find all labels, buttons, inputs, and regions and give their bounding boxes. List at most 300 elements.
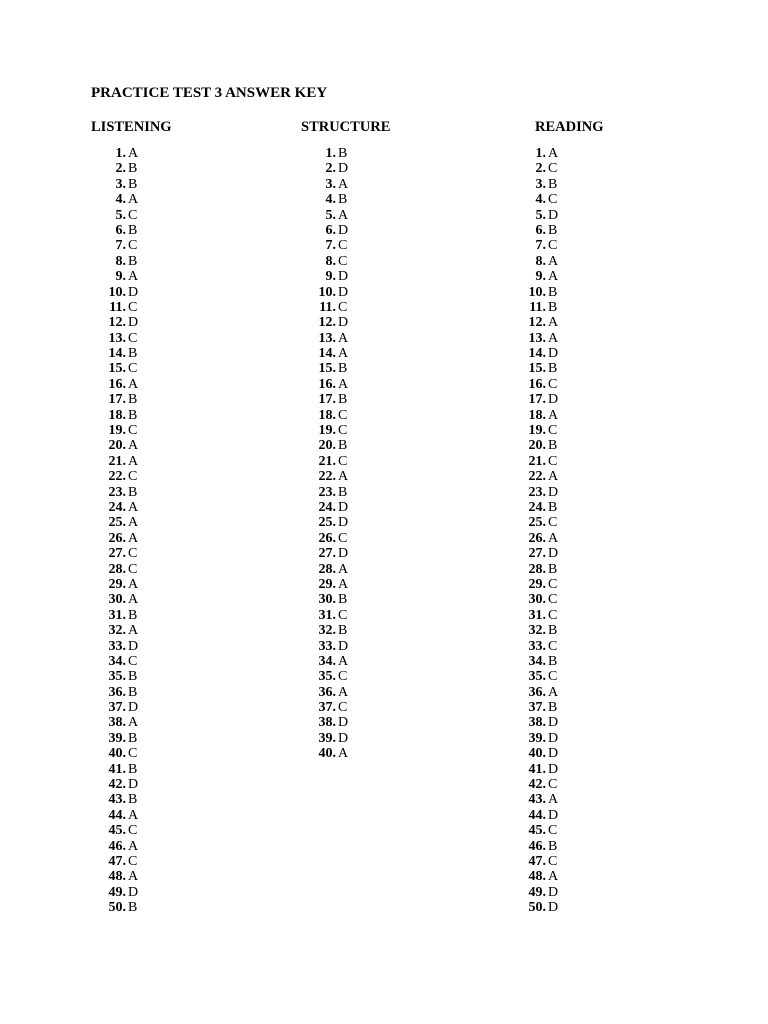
answer-letter: C <box>548 376 558 392</box>
question-number: 23. <box>108 484 126 500</box>
answer-letter: D <box>338 269 349 285</box>
answer-letter: A <box>128 715 139 731</box>
answer-letter: D <box>338 315 349 331</box>
answer-row <box>524 530 559 546</box>
question-number: 21. <box>108 453 126 469</box>
answer-letter: A <box>128 453 139 469</box>
answer-row <box>314 638 349 654</box>
question-number: 7. <box>535 238 546 254</box>
answer-letter: B <box>548 361 558 377</box>
answer-row <box>104 715 139 731</box>
answer-letter: A <box>128 592 139 608</box>
question-number: 33. <box>528 638 546 654</box>
answer-letter: A <box>548 792 559 808</box>
answer-row <box>524 284 558 300</box>
answer-row <box>104 423 138 439</box>
answer-row <box>104 807 139 823</box>
answer-letter: C <box>338 407 348 423</box>
answer-row <box>524 346 559 362</box>
answer-row <box>104 576 139 592</box>
question-number: 36. <box>108 684 126 700</box>
question-number: 50. <box>528 900 546 916</box>
answer-letter: A <box>128 623 139 639</box>
answer-letter: B <box>548 700 558 716</box>
answer-letter: A <box>548 684 559 700</box>
answer-row <box>104 869 139 885</box>
answer-row <box>314 330 349 346</box>
answer-row <box>314 669 348 685</box>
answer-row <box>104 392 138 408</box>
answer-list-reading <box>524 146 559 916</box>
question-number: 37. <box>318 700 336 716</box>
answer-row <box>524 253 559 269</box>
question-number: 12. <box>318 315 336 331</box>
answer-row <box>524 361 558 377</box>
answer-row <box>314 746 349 762</box>
answer-row <box>314 346 349 362</box>
answer-row <box>104 761 138 777</box>
answer-row <box>524 823 558 839</box>
question-number: 40. <box>108 746 126 762</box>
answer-row <box>524 376 558 392</box>
answer-row <box>524 546 559 562</box>
question-number: 23. <box>528 484 546 500</box>
question-number: 37. <box>528 700 546 716</box>
question-number: 7. <box>325 238 336 254</box>
answer-letter: C <box>128 299 138 315</box>
question-number: 2. <box>115 161 126 177</box>
answer-row <box>314 161 349 177</box>
answer-row <box>314 361 348 377</box>
section-heading-structure-wrap <box>301 117 390 137</box>
answer-letter: B <box>128 730 138 746</box>
question-number: 3. <box>115 176 126 192</box>
question-number: 47. <box>108 853 126 869</box>
answer-row <box>104 284 139 300</box>
question-number: 26. <box>108 530 126 546</box>
answer-letter: D <box>128 777 139 793</box>
answer-letter: D <box>548 715 559 731</box>
question-number: 27. <box>318 546 336 562</box>
question-number: 2. <box>325 161 336 177</box>
question-number: 18. <box>318 407 336 423</box>
answer-letter: A <box>338 346 349 362</box>
answer-letter: B <box>128 607 138 623</box>
question-number: 25. <box>528 515 546 531</box>
question-number: 33. <box>318 638 336 654</box>
section-heading-listening-wrap <box>91 117 172 137</box>
answer-row <box>104 253 138 269</box>
question-number: 14. <box>528 346 546 362</box>
answer-row <box>314 222 349 238</box>
answer-list-structure <box>314 146 349 762</box>
answer-row <box>314 469 349 485</box>
answer-row <box>104 838 139 854</box>
question-number: 9. <box>325 269 336 285</box>
answer-row <box>314 623 348 639</box>
answer-row <box>314 269 349 285</box>
answer-row <box>314 700 348 716</box>
question-number: 4. <box>115 192 126 208</box>
question-number: 39. <box>108 730 126 746</box>
answer-letter: B <box>128 161 138 177</box>
question-number: 17. <box>528 392 546 408</box>
question-number: 3. <box>535 176 546 192</box>
answer-letter: C <box>128 561 138 577</box>
answer-letter: B <box>548 222 558 238</box>
question-number: 30. <box>108 592 126 608</box>
section-heading-reading: READING <box>535 119 604 135</box>
answer-letter: A <box>338 561 349 577</box>
question-number: 40. <box>528 746 546 762</box>
answer-row <box>524 407 559 423</box>
question-number: 35. <box>108 669 126 685</box>
answer-row <box>314 192 348 208</box>
answer-row <box>104 823 138 839</box>
question-number: 10. <box>318 284 336 300</box>
question-number: 24. <box>318 499 336 515</box>
answer-row <box>104 269 139 285</box>
answer-row <box>524 807 559 823</box>
answer-row <box>104 669 138 685</box>
answer-row <box>524 207 559 223</box>
answer-letter: C <box>338 669 348 685</box>
answer-row <box>524 653 558 669</box>
answer-letter: D <box>338 515 349 531</box>
answer-letter: B <box>548 176 558 192</box>
question-number: 20. <box>318 438 336 454</box>
question-number: 30. <box>528 592 546 608</box>
question-number: 39. <box>528 730 546 746</box>
question-number: 23. <box>318 484 336 500</box>
answer-row <box>524 715 559 731</box>
answer-row <box>524 469 559 485</box>
section-heading-reading-wrap <box>535 117 603 137</box>
answer-row <box>104 346 138 362</box>
answer-letter: B <box>128 346 138 362</box>
answer-row <box>104 623 139 639</box>
answer-letter: C <box>548 423 558 439</box>
answer-row <box>314 207 349 223</box>
answer-letter: A <box>548 315 559 331</box>
question-number: 38. <box>108 715 126 731</box>
answer-letter: A <box>548 146 559 161</box>
answer-letter: D <box>128 700 139 716</box>
answer-letter: C <box>548 777 558 793</box>
question-number: 9. <box>535 269 546 285</box>
question-number: 32. <box>108 623 126 639</box>
question-number: 41. <box>108 761 126 777</box>
answer-row <box>314 546 349 562</box>
answer-row <box>314 299 348 315</box>
question-number: 10. <box>528 284 546 300</box>
answer-row <box>524 269 559 285</box>
question-number: 7. <box>115 238 126 254</box>
question-number: 8. <box>535 253 546 269</box>
answer-row <box>104 161 138 177</box>
answer-letter: C <box>338 700 348 716</box>
question-number: 28. <box>528 561 546 577</box>
answer-row <box>314 253 348 269</box>
question-number: 37. <box>108 700 126 716</box>
answer-letter: B <box>338 392 348 408</box>
answer-row <box>104 730 138 746</box>
page-title: PRACTICE TEST 3 ANSWER KEY <box>91 85 328 101</box>
question-number: 29. <box>318 576 336 592</box>
answer-letter: C <box>548 669 558 685</box>
question-number: 11. <box>529 299 546 315</box>
section-heading-structure: STRUCTURE <box>301 119 391 135</box>
question-number: 43. <box>108 792 126 808</box>
answer-row <box>524 515 558 531</box>
answer-row <box>524 592 558 608</box>
answer-row <box>314 284 349 300</box>
question-number: 34. <box>108 653 126 669</box>
question-number: 17. <box>318 392 336 408</box>
question-number: 38. <box>528 715 546 731</box>
question-number: 28. <box>318 561 336 577</box>
answer-row <box>524 222 558 238</box>
answer-row <box>314 484 348 500</box>
answer-row <box>524 777 558 793</box>
answer-row <box>314 238 348 254</box>
question-number: 2. <box>535 161 546 177</box>
answer-letter: D <box>548 392 559 408</box>
answer-letter: B <box>128 792 138 808</box>
answer-letter: B <box>128 222 138 238</box>
answer-letter: C <box>548 592 558 608</box>
answer-letter: A <box>128 576 139 592</box>
question-number: 9. <box>115 269 126 285</box>
answer-row <box>104 515 139 531</box>
question-number: 43. <box>528 792 546 808</box>
answer-letter: A <box>548 253 559 269</box>
answer-letter: A <box>128 807 139 823</box>
answer-letter: C <box>548 238 558 254</box>
question-number: 17. <box>108 392 126 408</box>
answer-letter: A <box>128 499 139 515</box>
question-number: 8. <box>115 253 126 269</box>
answer-row <box>104 530 139 546</box>
answer-letter: C <box>548 823 558 839</box>
question-number: 6. <box>535 222 546 238</box>
question-number: 24. <box>108 499 126 515</box>
answer-letter: B <box>548 299 558 315</box>
answer-row <box>314 730 349 746</box>
answer-letter: D <box>128 884 139 900</box>
answer-letter: C <box>338 530 348 546</box>
answer-letter: A <box>128 146 139 161</box>
question-number: 15. <box>528 361 546 377</box>
answer-letter: D <box>128 284 139 300</box>
answer-letter: A <box>548 469 559 485</box>
answer-letter: D <box>548 484 559 500</box>
answer-row <box>524 146 559 161</box>
answer-row <box>314 530 348 546</box>
answer-row <box>524 315 559 331</box>
answer-row <box>104 700 139 716</box>
question-number: 26. <box>318 530 336 546</box>
question-number: 31. <box>108 607 126 623</box>
answer-letter: B <box>338 438 348 454</box>
answer-letter: C <box>128 746 138 762</box>
question-number: 28. <box>108 561 126 577</box>
answer-letter: C <box>548 576 558 592</box>
question-number: 29. <box>108 576 126 592</box>
answer-letter: B <box>548 623 558 639</box>
answer-row <box>104 592 139 608</box>
answer-letter: A <box>338 207 349 223</box>
answer-row <box>524 884 559 900</box>
answer-row <box>524 700 558 716</box>
answer-row <box>314 376 349 392</box>
question-number: 16. <box>528 376 546 392</box>
answer-row <box>524 299 558 315</box>
question-number: 8. <box>325 253 336 269</box>
question-number: 33. <box>108 638 126 654</box>
answer-letter: D <box>338 715 349 731</box>
question-number: 11. <box>319 299 336 315</box>
answer-letter: A <box>338 376 349 392</box>
answer-letter: C <box>128 238 138 254</box>
answer-row <box>524 576 558 592</box>
answer-row <box>524 453 558 469</box>
answer-row <box>104 207 138 223</box>
question-number: 12. <box>108 315 126 331</box>
question-number: 31. <box>528 607 546 623</box>
answer-row <box>314 653 349 669</box>
answer-row <box>314 423 348 439</box>
question-number: 42. <box>528 777 546 793</box>
answer-list-listening <box>104 146 139 916</box>
question-number: 11. <box>109 299 126 315</box>
question-number: 14. <box>318 346 336 362</box>
question-number: 20. <box>528 438 546 454</box>
question-number: 35. <box>528 669 546 685</box>
question-number: 21. <box>318 453 336 469</box>
answer-letter: C <box>548 515 558 531</box>
answer-row <box>524 792 559 808</box>
answer-letter: A <box>338 653 349 669</box>
question-number: 24. <box>528 499 546 515</box>
answer-letter: D <box>338 499 349 515</box>
answer-letter: C <box>338 453 348 469</box>
answer-row <box>104 900 138 916</box>
answer-letter: B <box>548 438 558 454</box>
answer-letter: C <box>128 546 138 562</box>
answer-letter: C <box>338 607 348 623</box>
answer-letter: D <box>128 315 139 331</box>
answer-letter: A <box>338 684 349 700</box>
question-number: 47. <box>528 853 546 869</box>
answer-row <box>524 392 559 408</box>
answer-row <box>104 884 139 900</box>
question-number: 14. <box>108 346 126 362</box>
question-number: 20. <box>108 438 126 454</box>
answer-row <box>524 423 558 439</box>
answer-letter: A <box>548 330 559 346</box>
answer-row <box>314 438 348 454</box>
answer-row <box>104 638 139 654</box>
answer-letter: B <box>338 484 348 500</box>
answer-row <box>314 392 348 408</box>
question-number: 36. <box>318 684 336 700</box>
question-number: 42. <box>108 777 126 793</box>
answer-row <box>104 653 138 669</box>
question-number: 25. <box>108 515 126 531</box>
answer-letter: A <box>338 576 349 592</box>
answer-row <box>104 453 139 469</box>
answer-letter: A <box>548 407 559 423</box>
answer-letter: D <box>548 746 559 762</box>
question-number: 45. <box>108 823 126 839</box>
answer-letter: A <box>338 176 349 192</box>
question-number: 32. <box>318 623 336 639</box>
answer-row <box>314 607 348 623</box>
answer-letter: A <box>548 869 559 885</box>
answer-letter: C <box>128 361 138 377</box>
answer-row <box>104 607 138 623</box>
answer-row <box>524 869 559 885</box>
answer-row <box>104 146 139 161</box>
question-number: 48. <box>108 869 126 885</box>
question-number: 10. <box>108 284 126 300</box>
question-number: 22. <box>108 469 126 485</box>
answer-row <box>524 900 559 916</box>
answer-row <box>104 546 138 562</box>
answer-letter: D <box>548 761 559 777</box>
answer-row <box>104 792 138 808</box>
answer-row <box>314 499 349 515</box>
section-heading-listening: LISTENING <box>91 119 172 135</box>
question-number: 4. <box>325 192 336 208</box>
answer-letter: B <box>338 361 348 377</box>
answer-letter: C <box>128 423 138 439</box>
question-number: 22. <box>318 469 336 485</box>
answer-row <box>314 515 349 531</box>
answer-letter: C <box>548 853 558 869</box>
question-number: 46. <box>108 838 126 854</box>
answer-letter: A <box>128 376 139 392</box>
answer-letter: D <box>548 900 559 916</box>
answer-row <box>314 592 348 608</box>
question-number: 16. <box>318 376 336 392</box>
answer-letter: A <box>128 515 139 531</box>
answer-letter: C <box>128 330 138 346</box>
answer-letter: B <box>338 192 348 208</box>
answer-row <box>314 453 348 469</box>
answer-letter: A <box>548 269 559 285</box>
answer-letter: C <box>338 253 348 269</box>
question-number: 46. <box>528 838 546 854</box>
answer-letter: B <box>548 499 558 515</box>
question-number: 18. <box>528 407 546 423</box>
answer-row <box>104 299 138 315</box>
question-number: 5. <box>535 207 546 223</box>
answer-row <box>524 746 559 762</box>
answer-letter: D <box>338 730 349 746</box>
question-number: 22. <box>528 469 546 485</box>
question-number: 29. <box>528 576 546 592</box>
answer-row <box>104 561 138 577</box>
question-number: 5. <box>325 207 336 223</box>
answer-row <box>104 238 138 254</box>
answer-letter: D <box>338 222 349 238</box>
answer-row <box>524 238 558 254</box>
answer-letter: A <box>128 869 139 885</box>
answer-letter: C <box>128 653 138 669</box>
answer-letter: C <box>548 638 558 654</box>
